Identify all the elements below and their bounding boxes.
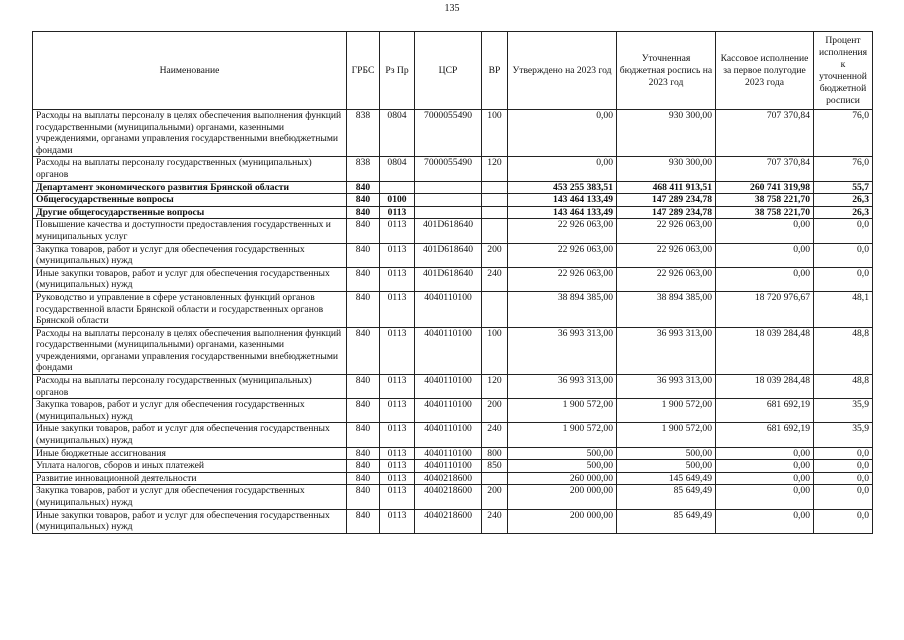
cell-percent: 0,0 — [814, 472, 873, 485]
cell-percent: 48,8 — [814, 375, 873, 399]
cell-csr: 7000055490 — [415, 110, 482, 157]
cell-csr: 4040218600 — [415, 472, 482, 485]
header-approved: Утверждено на 2023 год — [508, 32, 617, 110]
cell-name: Уплата налогов, сборов и иных платежей — [33, 460, 347, 473]
cell-rzpr: 0113 — [380, 460, 415, 473]
table-row — [33, 219, 873, 243]
cell-rzpr: 0113 — [380, 447, 415, 460]
cell-name: Руководство и управление в сфере установленных функций органов государственной власти Брянской области и государственных органов Брянской области — [33, 291, 347, 327]
cell-percent: 76,0 — [814, 110, 873, 157]
cell-specified: 36 993 313,00 — [617, 327, 716, 374]
cell-grbs: 840 — [347, 181, 380, 194]
cell-rzpr: 0113 — [380, 327, 415, 374]
cell-vr: 100 — [482, 110, 508, 157]
cell-vr: 800 — [482, 447, 508, 460]
cell-csr: 4040110100 — [415, 399, 482, 423]
cell-approved: 0,00 — [508, 157, 617, 181]
cell-vr: 120 — [482, 375, 508, 399]
cell-cash: 38 758 221,70 — [716, 194, 814, 207]
cell-grbs: 840 — [347, 243, 380, 267]
cell-name: Департамент экономического развития Брянской области — [33, 181, 347, 194]
table-row — [33, 206, 873, 219]
cell-rzpr: 0113 — [380, 485, 415, 509]
cell-csr: 4040218600 — [415, 509, 482, 533]
cell-specified: 36 993 313,00 — [617, 375, 716, 399]
cell-name: Повышение качества и доступности предоставления государственных и муниципальных услуг — [33, 219, 347, 243]
cell-rzpr: 0113 — [380, 399, 415, 423]
cell-percent: 76,0 — [814, 157, 873, 181]
header-grbs: ГРБС — [347, 32, 380, 110]
cell-percent: 26,3 — [814, 206, 873, 219]
cell-grbs: 840 — [347, 460, 380, 473]
cell-csr: 4040110100 — [415, 447, 482, 460]
cell-approved: 36 993 313,00 — [508, 327, 617, 374]
header-cash: Кассовое исполнение за первое полугодие 2023 года — [716, 32, 814, 110]
cell-rzpr — [380, 181, 415, 194]
table-row — [33, 460, 873, 473]
cell-grbs: 840 — [347, 206, 380, 219]
cell-approved: 260 000,00 — [508, 472, 617, 485]
cell-cash: 0,00 — [716, 485, 814, 509]
header-percent: Процент исполнения к уточненной бюджетной росписи — [814, 32, 873, 110]
cell-vr: 240 — [482, 509, 508, 533]
cell-name: Иные закупки товаров, работ и услуг для обеспечения государственных (муниципальных) нужд — [33, 423, 347, 447]
cell-rzpr: 0113 — [380, 219, 415, 243]
cell-approved: 1 900 572,00 — [508, 423, 617, 447]
cell-approved: 36 993 313,00 — [508, 375, 617, 399]
cell-grbs: 838 — [347, 157, 380, 181]
cell-vr — [482, 194, 508, 207]
cell-specified: 1 900 572,00 — [617, 399, 716, 423]
cell-specified: 22 926 063,00 — [617, 267, 716, 291]
cell-grbs: 840 — [347, 219, 380, 243]
cell-percent: 0,0 — [814, 460, 873, 473]
table-row — [33, 472, 873, 485]
cell-grbs: 838 — [347, 110, 380, 157]
cell-cash: 681 692,19 — [716, 399, 814, 423]
cell-csr: 7000055490 — [415, 157, 482, 181]
cell-approved: 500,00 — [508, 447, 617, 460]
cell-approved: 200 000,00 — [508, 509, 617, 533]
cell-grbs: 840 — [347, 267, 380, 291]
header-vr: ВР — [482, 32, 508, 110]
cell-cash: 707 370,84 — [716, 110, 814, 157]
cell-name: Другие общегосударственные вопросы — [33, 206, 347, 219]
cell-cash: 707 370,84 — [716, 157, 814, 181]
cell-name: Закупка товаров, работ и услуг для обеспечения государственных (муниципальных) нужд — [33, 399, 347, 423]
header-specified: Уточненная бюджетная роспись на 2023 год — [617, 32, 716, 110]
cell-vr — [482, 291, 508, 327]
header-name: Наименование — [33, 32, 347, 110]
cell-name: Иные закупки товаров, работ и услуг для обеспечения государственных (муниципальных) нужд — [33, 267, 347, 291]
table-row — [33, 423, 873, 447]
cell-percent: 0,0 — [814, 219, 873, 243]
cell-percent: 55,7 — [814, 181, 873, 194]
cell-grbs: 840 — [347, 399, 380, 423]
cell-approved: 453 255 383,51 — [508, 181, 617, 194]
cell-approved: 22 926 063,00 — [508, 267, 617, 291]
cell-specified: 22 926 063,00 — [617, 243, 716, 267]
cell-percent: 48,1 — [814, 291, 873, 327]
cell-grbs: 840 — [347, 509, 380, 533]
table-row — [33, 399, 873, 423]
cell-cash: 0,00 — [716, 267, 814, 291]
cell-rzpr: 0113 — [380, 423, 415, 447]
cell-approved: 143 464 133,49 — [508, 206, 617, 219]
cell-percent: 35,9 — [814, 423, 873, 447]
page-number: 135 — [444, 3, 460, 14]
table-row — [33, 194, 873, 207]
cell-specified: 147 289 234,78 — [617, 194, 716, 207]
cell-name: Развитие инновационной деятельности — [33, 472, 347, 485]
cell-vr — [482, 206, 508, 219]
header-csr: ЦСР — [415, 32, 482, 110]
cell-cash: 38 758 221,70 — [716, 206, 814, 219]
table-row — [33, 509, 873, 533]
cell-cash: 0,00 — [716, 460, 814, 473]
cell-vr: 200 — [482, 485, 508, 509]
cell-rzpr: 0113 — [380, 291, 415, 327]
table-row — [33, 157, 873, 181]
cell-approved: 22 926 063,00 — [508, 219, 617, 243]
cell-csr: 4040110100 — [415, 375, 482, 399]
cell-approved: 143 464 133,49 — [508, 194, 617, 207]
cell-name: Расходы на выплаты персоналу в целях обеспечения выполнения функций государственными (муниципальными) органами, казенными учреждениями, органами управления государственными внебюджетными фондами — [33, 327, 347, 374]
cell-cash: 18 720 976,67 — [716, 291, 814, 327]
cell-vr — [482, 219, 508, 243]
table-row — [33, 375, 873, 399]
cell-grbs: 840 — [347, 291, 380, 327]
cell-csr: 401D618640 — [415, 243, 482, 267]
budget-table — [32, 31, 873, 534]
cell-csr: 4040110100 — [415, 327, 482, 374]
cell-specified: 22 926 063,00 — [617, 219, 716, 243]
cell-specified: 930 300,00 — [617, 157, 716, 181]
table-row — [33, 327, 873, 374]
cell-percent: 0,0 — [814, 485, 873, 509]
cell-vr: 100 — [482, 327, 508, 374]
cell-name: Расходы на выплаты персоналу в целях обеспечения выполнения функций государственными (муниципальными) органами, казенными учреждениями, органами управления государственными внебюджетными фондами — [33, 110, 347, 157]
cell-approved: 200 000,00 — [508, 485, 617, 509]
cell-percent: 0,0 — [814, 243, 873, 267]
cell-rzpr: 0113 — [380, 243, 415, 267]
cell-percent: 35,9 — [814, 399, 873, 423]
cell-rzpr: 0113 — [380, 472, 415, 485]
cell-cash: 0,00 — [716, 447, 814, 460]
cell-specified: 930 300,00 — [617, 110, 716, 157]
cell-grbs: 840 — [347, 485, 380, 509]
cell-rzpr: 0113 — [380, 206, 415, 219]
cell-vr: 120 — [482, 157, 508, 181]
cell-cash: 0,00 — [716, 243, 814, 267]
cell-name: Иные бюджетные ассигнования — [33, 447, 347, 460]
cell-grbs: 840 — [347, 375, 380, 399]
cell-name: Закупка товаров, работ и услуг для обеспечения государственных (муниципальных) нужд — [33, 485, 347, 509]
cell-cash: 260 741 319,98 — [716, 181, 814, 194]
table-body — [33, 110, 873, 534]
cell-vr — [482, 472, 508, 485]
cell-approved: 1 900 572,00 — [508, 399, 617, 423]
cell-approved: 38 894 385,00 — [508, 291, 617, 327]
cell-specified: 1 900 572,00 — [617, 423, 716, 447]
cell-approved: 0,00 — [508, 110, 617, 157]
cell-rzpr: 0804 — [380, 157, 415, 181]
cell-csr: 4040110100 — [415, 291, 482, 327]
cell-specified: 38 894 385,00 — [617, 291, 716, 327]
cell-name: Расходы на выплаты персоналу государственных (муниципальных) органов — [33, 157, 347, 181]
cell-percent: 0,0 — [814, 509, 873, 533]
cell-vr: 200 — [482, 243, 508, 267]
cell-specified: 147 289 234,78 — [617, 206, 716, 219]
table-row — [33, 243, 873, 267]
cell-approved: 22 926 063,00 — [508, 243, 617, 267]
cell-rzpr: 0113 — [380, 375, 415, 399]
table-row — [33, 110, 873, 157]
cell-grbs: 840 — [347, 327, 380, 374]
cell-grbs: 840 — [347, 423, 380, 447]
cell-cash: 0,00 — [716, 219, 814, 243]
cell-percent: 48,8 — [814, 327, 873, 374]
cell-specified: 468 411 913,51 — [617, 181, 716, 194]
table-row — [33, 181, 873, 194]
cell-percent: 26,3 — [814, 194, 873, 207]
cell-rzpr: 0100 — [380, 194, 415, 207]
cell-csr: 4040110100 — [415, 423, 482, 447]
cell-cash: 0,00 — [716, 472, 814, 485]
cell-grbs: 840 — [347, 447, 380, 460]
header-rzpr: Рз Пр — [380, 32, 415, 110]
cell-rzpr: 0113 — [380, 509, 415, 533]
cell-csr — [415, 181, 482, 194]
cell-specified: 145 649,49 — [617, 472, 716, 485]
cell-cash: 18 039 284,48 — [716, 327, 814, 374]
cell-rzpr: 0804 — [380, 110, 415, 157]
cell-cash: 0,00 — [716, 509, 814, 533]
cell-approved: 500,00 — [508, 460, 617, 473]
cell-csr — [415, 194, 482, 207]
cell-csr: 401D618640 — [415, 219, 482, 243]
cell-cash: 18 039 284,48 — [716, 375, 814, 399]
cell-specified: 85 649,49 — [617, 509, 716, 533]
cell-percent: 0,0 — [814, 447, 873, 460]
cell-vr: 200 — [482, 399, 508, 423]
cell-rzpr: 0113 — [380, 267, 415, 291]
cell-csr: 4040110100 — [415, 460, 482, 473]
cell-vr — [482, 181, 508, 194]
cell-cash: 681 692,19 — [716, 423, 814, 447]
cell-grbs: 840 — [347, 472, 380, 485]
cell-name: Расходы на выплаты персоналу государственных (муниципальных) органов — [33, 375, 347, 399]
cell-specified: 85 649,49 — [617, 485, 716, 509]
cell-vr: 240 — [482, 423, 508, 447]
cell-vr: 240 — [482, 267, 508, 291]
cell-grbs: 840 — [347, 194, 380, 207]
table-row — [33, 267, 873, 291]
table-row — [33, 291, 873, 327]
cell-name: Иные закупки товаров, работ и услуг для обеспечения государственных (муниципальных) нужд — [33, 509, 347, 533]
table-header-row — [33, 32, 873, 110]
cell-csr — [415, 206, 482, 219]
cell-csr: 401D618640 — [415, 267, 482, 291]
cell-specified: 500,00 — [617, 447, 716, 460]
cell-name: Закупка товаров, работ и услуг для обеспечения государственных (муниципальных) нужд — [33, 243, 347, 267]
cell-specified: 500,00 — [617, 460, 716, 473]
cell-name: Общегосударственные вопросы — [33, 194, 347, 207]
cell-vr: 850 — [482, 460, 508, 473]
cell-percent: 0,0 — [814, 267, 873, 291]
table-row — [33, 485, 873, 509]
table-row — [33, 447, 873, 460]
cell-csr: 4040218600 — [415, 485, 482, 509]
